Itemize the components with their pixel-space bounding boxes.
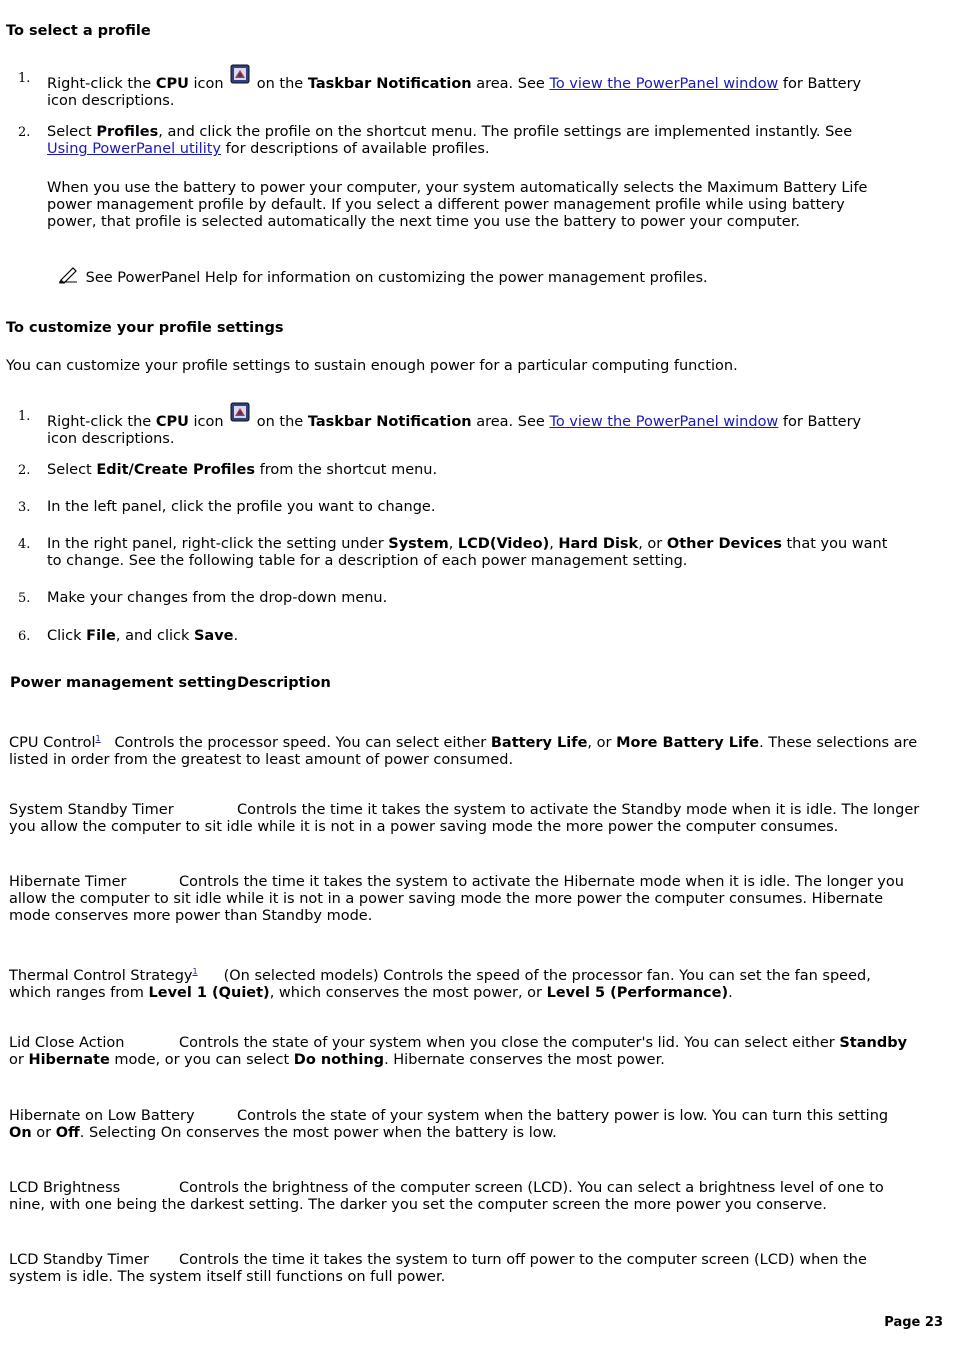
section-heading-customize-profile: To customize your profile settings [6, 320, 284, 336]
table-row: System Standby Timer Controls the time it takes the system to activate the Standby mode when it is idle. The longer you allow the computer to sit idle while it is not in a power saving mode the more power the computer consumes. [9, 802, 920, 835]
setting-name: Thermal Control Strategy [9, 967, 193, 984]
cpu-icon [230, 64, 250, 84]
customize-step-2-text: Select Edit/Create Profiles from the shortcut menu. [47, 462, 438, 478]
table-header-description: Description [237, 675, 331, 691]
cpu-icon [230, 402, 250, 422]
table-row: Hibernate Timer Controls the time it takes the system to activate the Hibernate mode when it is idle. The longer you allow the computer to sit idle while it is not in a power saving mode the more power the computer consumes. Hibernate mode conserves more power than Standby mode. [9, 874, 904, 924]
customize-step-1-text: Right-click the CPU icon on the Taskbar Notification area. See To view the PowerPanel window for Battery icon descriptions. [47, 408, 937, 448]
step-1-text: Right-click the CPU icon on the Taskbar Notification area. See To view the PowerPanel window for Battery icon descriptions. [47, 70, 937, 110]
setting-name: Lid Close Action [9, 1035, 125, 1051]
table-row: CPU Control$^1$ Controls the processor speed. You can select either Battery Life, or More Battery Life. These selections are listed in order from the greatest to least amount of power consumed. [9, 734, 918, 768]
link-view-powerpanel-window[interactable]: To view the PowerPanel window [549, 76, 779, 92]
table-row: LCD Brightness Controls the brightness of the computer screen (LCD). You can select a brightness level of one to nine, with one being the darkest setting. The darker you set the computer screen the more power you conserve. [9, 1180, 884, 1213]
table-header-setting: Power management setting [10, 675, 237, 691]
step-number: 2. [18, 463, 31, 478]
link-view-powerpanel-window[interactable]: To view the PowerPanel window [549, 414, 779, 430]
step-number: 3. [18, 500, 31, 515]
step-number: 6. [18, 629, 31, 644]
step-number: 5. [18, 591, 31, 606]
setting-name: LCD Brightness [9, 1180, 121, 1196]
customize-step-4-text: In the right panel, right-click the setting under System, LCD(Video), Hard Disk, or Other Devices that you want to change. See the following table for a description of each power management setting. [47, 536, 888, 569]
table-row: Thermal Control Strategy$^1$ (On selected models) Controls the speed of the processor fan. You can set the fan speed, which ranges from Level 1 (Quiet), which conserves the most power, or Level 5 (Performance). [9, 967, 871, 1001]
footnote-marker[interactable]: 1 [192, 967, 198, 976]
link-using-powerpanel-utility[interactable]: Using PowerPanel utility [47, 141, 221, 157]
customize-step-5-text: Make your changes from the drop-down menu. [47, 590, 388, 606]
table-row: Hibernate on Low Battery Controls the state of your system when the battery power is low. You can turn this setting On or Off. Selecting On conserves the most power when the battery is low. [9, 1108, 889, 1141]
customize-step-3-text: In the left panel, click the profile you want to change. [47, 499, 436, 515]
setting-name: System Standby Timer [9, 802, 174, 818]
footnote-marker[interactable]: 1 [95, 734, 101, 743]
note-pencil-icon [57, 266, 81, 284]
page-number: Page 23 [884, 1315, 943, 1330]
customize-intro: You can customize your profile settings to sustain enough power for a particular computing function. [6, 358, 738, 374]
note-text: See PowerPanel Help for information on customizing the power management profiles. [85, 270, 708, 286]
step-number: 1. [18, 409, 31, 424]
customize-step-6-text: Click File, and click Save. [47, 628, 239, 644]
step-number: 1. [18, 71, 31, 86]
step-2-text: Select Profiles, and click the profile on the shortcut menu. The profile settings are implemented instantly. See Using PowerPanel utility for descriptions of available profiles. [47, 124, 853, 157]
table-row: Lid Close Action Controls the state of your system when you close the computer's lid. You can select either Standby or Hibernate mode, or you can select Do nothing. Hibernate conserves the most power. [9, 1035, 908, 1068]
note [57, 266, 708, 287]
battery-profile-paragraph: When you use the battery to power your computer, your system automatically selects the Maximum Battery Life power management profile by default. If you select a different power management profile while using battery power, that profile is selected automatically the next time you use the battery to power your computer. [47, 180, 868, 230]
section-heading-select-profile: To select a profile [6, 23, 151, 39]
step-number: 4. [18, 537, 31, 552]
setting-name: Hibernate Timer [9, 874, 127, 890]
setting-name: CPU Control [9, 734, 96, 751]
setting-name: Hibernate on Low Battery [9, 1108, 195, 1124]
step-number: 2. [18, 125, 31, 140]
table-row: LCD Standby Timer Controls the time it takes the system to turn off power to the computer screen (LCD) when the system is idle. The system itself still functions on full power. [9, 1252, 867, 1285]
setting-name: LCD Standby Timer [9, 1252, 149, 1268]
